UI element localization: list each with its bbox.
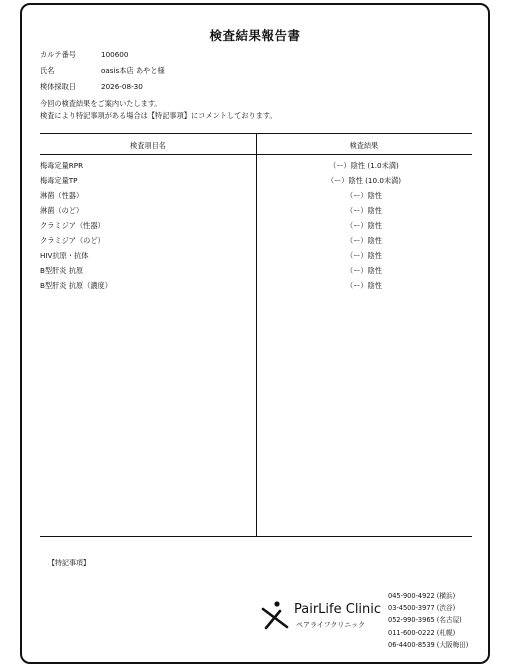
table-row <box>40 251 472 266</box>
table-row <box>40 221 472 236</box>
test-item-name: 淋菌（のど） <box>40 206 84 215</box>
info-row-sample-date <box>40 82 143 92</box>
column-header-result: 検査結果 <box>349 141 379 150</box>
intro-line: 検査により特記事項がある場合は【特記事項】にコメントしております。 <box>40 111 277 120</box>
test-result: （ー）陰性 <box>346 191 382 200</box>
clinic-name-english: PairLife Clinic <box>294 602 382 617</box>
table-row <box>40 176 472 191</box>
test-result: （ー）陰性 <box>346 221 382 230</box>
contact-phone: 03-4500-3977 (渋谷) <box>388 604 456 613</box>
test-result: （ー）陰性 (1.0未満) <box>329 161 399 170</box>
test-result: （ー）陰性 <box>346 236 382 245</box>
test-result: （ー）陰性 <box>346 281 382 290</box>
report-page <box>20 3 490 664</box>
test-item-name: B型肝炎 抗原（濃度） <box>40 281 112 290</box>
test-item-name: クラミジア（性器） <box>40 221 105 230</box>
special-notes-heading: 【特記事項】 <box>48 559 90 567</box>
contact-phone: 052-990-3965 (名古屋) <box>388 616 462 625</box>
results-table <box>40 133 472 537</box>
contact-phone: 045-900-4922 (横浜) <box>388 592 456 600</box>
info-row-patient-name <box>40 66 165 76</box>
document-title: 検査結果報告書 <box>209 28 301 43</box>
info-value: oasis本店 あやと様 <box>101 66 165 75</box>
clinic-logo <box>260 598 385 632</box>
intro-line: 今回の検査結果をご案内いたします。 <box>40 99 162 108</box>
info-label: 氏名 <box>40 66 55 75</box>
table-row <box>40 281 472 296</box>
contact-phone: 011-600-0222 (札幌) <box>388 628 456 637</box>
test-result: （ー）陰性 <box>346 251 382 260</box>
test-result: （ー）陰性 <box>346 206 382 215</box>
info-row-chart-number <box>40 50 128 60</box>
info-label: 検体採取日 <box>40 82 76 91</box>
table-row <box>40 266 472 281</box>
test-result: （ー）陰性 (10.0未満) <box>326 176 402 185</box>
table-row <box>40 191 472 206</box>
test-item-name: 淋菌（性器） <box>40 191 84 200</box>
test-item-name: クラミジア（のど） <box>40 236 105 245</box>
table-row <box>40 161 472 176</box>
running-figure-icon <box>260 600 290 630</box>
table-row <box>40 236 472 251</box>
clinic-contacts <box>388 590 468 651</box>
test-result: （ー）陰性 <box>346 266 382 275</box>
info-label: カルテ番号 <box>40 50 76 59</box>
column-header-test-item: 検査項目名 <box>130 141 166 150</box>
test-item-name: B型肝炎 抗原 <box>40 266 84 275</box>
test-item-name: HIV抗原・抗体 <box>40 251 89 260</box>
intro-text <box>40 98 277 122</box>
table-row <box>40 206 472 221</box>
test-item-name: 梅毒定量TP <box>40 176 78 185</box>
clinic-name-japanese: ペアライフクリニック <box>296 621 365 629</box>
info-value: 100600 <box>101 50 129 59</box>
contact-phone: 06-4400-8539 (大阪梅田) <box>388 640 469 649</box>
info-value: 2026-08-30 <box>101 82 143 91</box>
test-item-name: 梅毒定量RPR <box>40 161 84 170</box>
